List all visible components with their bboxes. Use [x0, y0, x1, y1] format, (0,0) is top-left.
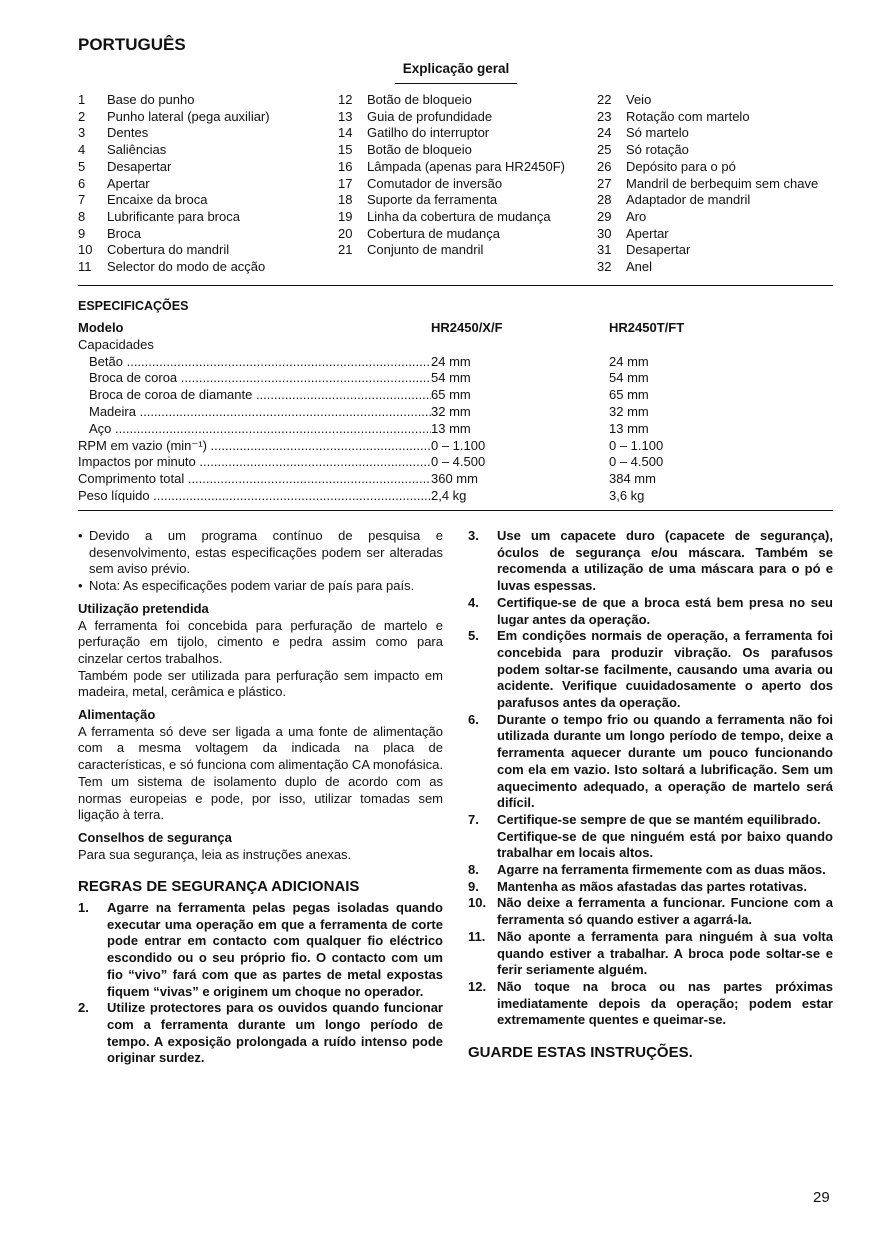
part-number: 31 [597, 242, 612, 258]
bullet-icon: • [78, 528, 83, 543]
parts-list-item [338, 109, 593, 126]
rule-text: Não aponte a ferramenta para ninguém à sua volta quando estiver a trabalhar. A broca pode soltar-se e ferir seriamente alguém. [497, 928, 833, 978]
spec-value-1: 0 – 1.100 [431, 437, 486, 453]
parts-list-item [78, 226, 333, 243]
section-paragraph: Para sua segurança, leia as instruções anexas. [78, 846, 352, 862]
spec-row [78, 454, 833, 471]
part-number: 9 [78, 225, 86, 241]
part-number: 27 [597, 175, 612, 191]
rule-number: 10. [468, 895, 487, 911]
spec-label: Impactos por minuto ..... [78, 454, 431, 471]
spec-row [78, 370, 833, 387]
section-paragraph: A ferramenta só deve ser ligada a uma fonte de alimentação com a mesma voltagem da indicada na placa de características, e só funciona com alimentação CA monofásica. Tem um sistema de isolamento duplo de acordo com as normas europeias e pode, por isso, utilizar tomadas sem ligação à terra. [78, 723, 443, 823]
spec-label: Broca de coroa de diamante ..... [78, 387, 431, 404]
part-number: 26 [597, 158, 612, 174]
note-item [78, 528, 443, 578]
rule-text: Agarre na ferramenta pelas pegas isoladas quando executar uma operação em que a ferramenta de corte pode entrar em contacto com qualquer fio eléctrico escondido ou o seu próprio fio. O contacto com um fio “vivo” fará com que as partes de metal expostas fiquem “vivas” e originem um choque no operador. [107, 900, 443, 999]
part-number: 24 [597, 125, 612, 141]
parts-list-item [597, 109, 837, 126]
note-item [78, 578, 443, 595]
spec-label: Aço ..... [78, 421, 431, 438]
spec-value-2: 0 – 1.100 [609, 437, 664, 453]
rule-text: Durante o tempo frio ou quando a ferramenta não foi utilizada durante um longo período de tempo, deixe a ferramenta aquecer durante um pouco funcionando com ela em vazio. Isto soltará a lubrificação. Sem um aquecimento adequado, a operação de martelo será difícil. [497, 711, 833, 811]
part-number: 21 [338, 242, 353, 258]
right-column [468, 528, 833, 1066]
specs-heading: ESPECIFICAÇÕES [78, 299, 189, 313]
part-label: Linha da cobertura de mudança [367, 208, 551, 224]
part-label: Apertar [626, 225, 669, 241]
rule-text: Certifique-se de que a broca está bem presa no seu lugar antes da operação. [497, 594, 833, 627]
part-label: Depósito para o pó [626, 158, 736, 174]
part-label: Veio [626, 92, 652, 107]
model-1: HR2450/X/F [431, 320, 503, 335]
rule-text: Agarre na ferramenta firmemente com as duas mãos. [497, 862, 826, 878]
page-title: PORTUGUÊS [78, 35, 186, 54]
rule-item [468, 812, 833, 862]
part-label: Encaixe da broca [107, 192, 208, 208]
rule-item [468, 862, 833, 879]
part-number: 28 [597, 192, 612, 208]
divider [78, 285, 833, 286]
part-number: 23 [597, 108, 612, 124]
part-label: Desapertar [626, 242, 691, 258]
part-number: 11 [78, 259, 92, 275]
rule-number: 8. [468, 862, 479, 878]
parts-list-item [338, 142, 593, 159]
part-label: Selector do modo de acção [107, 259, 266, 275]
part-number: 25 [597, 142, 612, 158]
spec-label: Capacidades [78, 336, 154, 352]
rule-number: 7. [468, 811, 479, 827]
rule-text: Utilize protectores para os ouvidos quando funcionar com a ferramenta durante um longo período de tempo. A exposição prolongada a ruído intenso pode originar surdez. [107, 1000, 443, 1066]
rules-heading: REGRAS DE SEGURANÇA ADICIONAIS [78, 878, 360, 896]
spec-value-1: 13 mm [431, 420, 471, 436]
spec-value-2: 0 – 4.500 [609, 454, 664, 470]
spec-value-1: 65 mm [431, 387, 471, 403]
part-label: Suporte da ferramenta [367, 192, 498, 208]
parts-list-item [338, 92, 593, 109]
part-label: Broca [107, 225, 141, 241]
part-label: Cobertura do mandril [107, 242, 230, 258]
parts-list-item [338, 209, 593, 226]
rule-text: Use um capacete duro (capacete de segurança), óculos de segurança e/ou máscara. Também se recomenda a utilização de uma máscara para o pó e luvas espessas. [497, 528, 833, 594]
parts-list-item [597, 125, 837, 142]
specs-table [78, 320, 833, 505]
part-label: Adaptador de mandril [626, 192, 751, 208]
part-number: 10 [78, 242, 93, 258]
parts-list-item [78, 92, 333, 109]
parts-list-item [597, 142, 837, 159]
spec-label: Betão ..... [78, 354, 431, 371]
parts-list-item [78, 142, 333, 159]
spec-row [78, 471, 833, 488]
spec-row [78, 488, 833, 505]
rule-item [468, 595, 833, 628]
spec-value-2: 54 mm [609, 370, 649, 386]
parts-list-item [78, 176, 333, 193]
spec-row [78, 337, 833, 354]
part-number: 6 [78, 175, 86, 191]
model-2: HR2450T/FT [609, 320, 685, 335]
spec-row [78, 404, 833, 421]
part-number: 13 [338, 108, 353, 124]
parts-list-item [597, 176, 837, 193]
spec-row [78, 354, 833, 371]
parts-list-col-1 [78, 92, 333, 276]
rule-item [468, 895, 833, 928]
part-label: Gatilho do interruptor [367, 125, 490, 141]
spec-value-2: 384 mm [609, 471, 656, 487]
rule-text: Não toque na broca ou nas partes próximas imediatamente depois da operação; podem estar extremamente quentes e queimar-se. [497, 978, 833, 1028]
rule-item [468, 879, 833, 896]
part-number: 2 [78, 108, 86, 124]
part-number: 20 [338, 225, 353, 241]
spec-label: RPM em vazio (min⁻¹) ..... [78, 438, 431, 455]
spec-label: Comprimento total ..... [78, 471, 431, 488]
part-number: 17 [338, 175, 353, 191]
spec-value-1: 24 mm [431, 353, 471, 369]
rule-item [468, 979, 833, 1029]
spec-value-2: 32 mm [609, 403, 649, 419]
part-number: 3 [78, 125, 86, 141]
spec-row [78, 387, 833, 404]
part-label: Lubrificante para broca [107, 208, 240, 224]
rule-number: 5. [468, 628, 479, 644]
parts-list-item [338, 176, 593, 193]
part-label: Botão de bloqueio [367, 92, 472, 107]
parts-list-item [78, 192, 333, 209]
rule-number: 9. [468, 878, 479, 894]
rule-text: Certifique-se sempre de que se mantém equilibrado. Certifique-se de que ninguém está por baixo quando trabalhar em locais altos. [497, 811, 833, 861]
part-label: Rotação com martelo [626, 108, 750, 124]
rule-item [78, 1000, 443, 1067]
spec-value-1 [431, 337, 609, 354]
rule-item [468, 528, 833, 595]
parts-list-col-3 [597, 92, 837, 276]
section-heading: Conselhos de segurança [78, 829, 232, 845]
parts-list-item [597, 226, 837, 243]
part-number: 15 [338, 142, 353, 158]
model-label: Modelo [78, 320, 124, 335]
section-title-general: Explicação geral [395, 61, 517, 84]
parts-list-item [597, 259, 837, 276]
part-label: Desapertar [107, 158, 172, 174]
part-label: Mandril de berbequim sem chave [626, 175, 819, 191]
part-label: Botão de bloqueio [367, 142, 472, 158]
spec-value-1: 54 mm [431, 370, 471, 386]
spec-value-1: 32 mm [431, 403, 471, 419]
parts-list-item [338, 159, 593, 176]
specs-header-row [78, 320, 833, 337]
rule-item [78, 900, 443, 1000]
rule-number: 11. [468, 928, 486, 944]
parts-list-item [338, 192, 593, 209]
rule-item [468, 929, 833, 979]
note-text: Devido a um programa contínuo de pesquisa e desenvolvimento, estas especificações podem ser alteradas sem aviso prévio. [89, 528, 443, 577]
part-number: 22 [597, 92, 612, 107]
part-label: Lâmpada (apenas para HR2450F) [367, 158, 566, 174]
spec-value-2: 24 mm [609, 353, 649, 369]
part-number: 14 [338, 125, 353, 141]
spec-value-2: 13 mm [609, 420, 649, 436]
spec-row [78, 421, 833, 438]
spec-label: Peso líquido ..... [78, 488, 431, 505]
part-number: 18 [338, 192, 353, 208]
spec-value-1: 0 – 4.500 [431, 454, 486, 470]
part-number: 5 [78, 158, 86, 174]
part-label: Dentes [107, 125, 149, 141]
parts-list-item [597, 192, 837, 209]
parts-list-col-2 [338, 92, 593, 259]
divider [78, 510, 833, 511]
part-label: Cobertura de mudança [367, 225, 500, 241]
parts-list-item [78, 125, 333, 142]
parts-list-item [597, 92, 837, 109]
parts-list-item [338, 226, 593, 243]
parts-list-item [597, 242, 837, 259]
parts-list-item [338, 125, 593, 142]
parts-list-item [597, 159, 837, 176]
section-heading: Utilização pretendida [78, 600, 209, 616]
left-column [78, 528, 443, 1067]
rule-text: Não deixe a ferramenta a funcionar. Funcione com a ferramenta só quando estiver a agarrá-la. [497, 895, 833, 928]
rule-number: 3. [468, 528, 479, 543]
part-number: 16 [338, 158, 353, 174]
rule-number: 1. [78, 900, 89, 916]
part-label: Aro [626, 208, 647, 224]
note-text: Nota: As especificações podem variar de país para país. [89, 578, 415, 594]
rule-number: 2. [78, 1000, 89, 1016]
closing-text: GUARDE ESTAS INSTRUÇÕES. [468, 1044, 693, 1062]
spec-value-1: 360 mm [431, 471, 478, 487]
part-number: 4 [78, 142, 86, 158]
part-label: Guia de profundidade [367, 108, 493, 124]
rule-number: 12. [468, 978, 487, 994]
part-number: 19 [338, 208, 353, 224]
part-label: Conjunto de mandril [367, 242, 484, 258]
part-label: Comutador de inversão [367, 175, 503, 191]
spec-value-2: 65 mm [609, 387, 649, 403]
part-number: 7 [78, 192, 86, 208]
parts-list-item [78, 109, 333, 126]
part-number: 30 [597, 225, 612, 241]
rule-text: Em condições normais de operação, a ferramenta foi concebida para produzir vibração. Os parafusos podem soltar-se facilmente, causando uma avaria ou acidente. Verifique cuuidadosamente o aperto dos parafusos antes da operação. [497, 628, 833, 711]
parts-list-item [597, 209, 837, 226]
rule-number: 4. [468, 594, 479, 610]
part-number: 1 [78, 92, 86, 107]
spec-value-2: 3,6 kg [609, 487, 645, 503]
part-number: 12 [338, 92, 353, 107]
part-label: Base do punho [107, 92, 195, 107]
rule-text: Mantenha as mãos afastadas das partes rotativas. [497, 878, 807, 894]
parts-list-item [338, 242, 593, 259]
rule-item [468, 712, 833, 812]
bullet-icon: • [78, 578, 83, 594]
spec-label: Madeira ..... [78, 404, 431, 421]
part-label: Anel [626, 259, 653, 275]
part-number: 32 [597, 259, 612, 275]
page-number: 29 [813, 1189, 830, 1206]
parts-list-item [78, 209, 333, 226]
part-label: Só rotação [626, 142, 689, 158]
spec-row [78, 438, 833, 455]
parts-list-item [78, 259, 333, 276]
rule-number: 6. [468, 711, 479, 727]
part-number: 29 [597, 208, 612, 224]
spec-label: Broca de coroa ..... [78, 370, 431, 387]
part-label: Saliências [107, 142, 167, 158]
part-label: Só martelo [626, 125, 689, 141]
section-paragraph: Também pode ser utilizada para perfuração sem impacto em madeira, metal, cerâmica e plástico. [78, 667, 443, 700]
part-label: Punho lateral (pega auxiliar) [107, 108, 270, 124]
spec-value-1: 2,4 kg [431, 487, 467, 503]
part-label: Apertar [107, 175, 150, 191]
parts-list-item [78, 242, 333, 259]
section-heading: Alimentação [78, 707, 156, 723]
parts-list-item [78, 159, 333, 176]
rule-item [468, 628, 833, 712]
part-number: 8 [78, 208, 86, 224]
section-paragraph: A ferramenta foi concebida para perfuração de martelo e perfuração em tijolo, cimento e pedra assim como para cinzelar certos trabalhos. [78, 617, 443, 666]
